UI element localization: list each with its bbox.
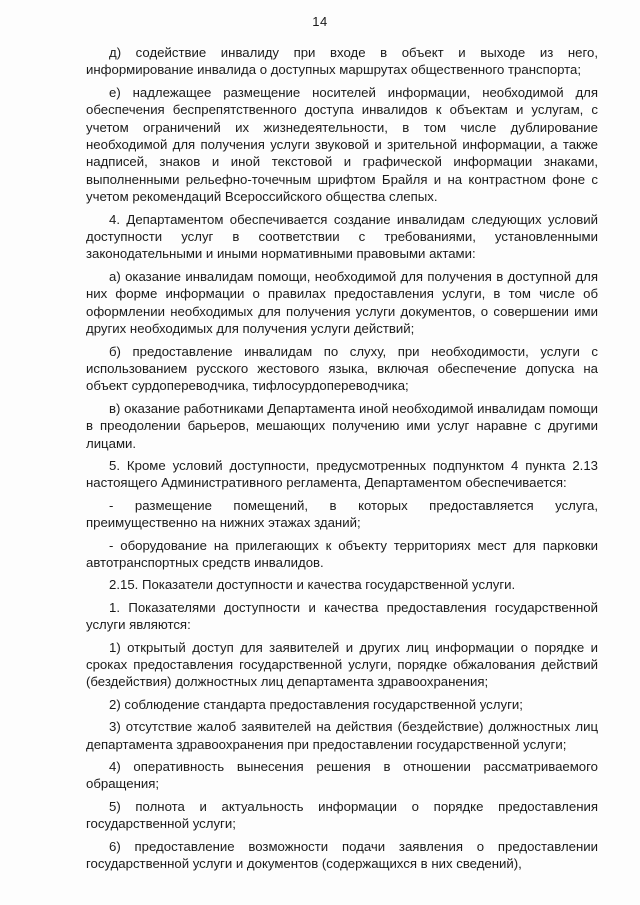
page-number: 14 — [312, 14, 328, 29]
indicator-1: 1) открытый доступ для заявителей и других лиц информации о порядке и сроках предоставления государственной услуги, порядке обжалования действий (бездействия) должностных лиц департамента здравоохранения; — [86, 639, 598, 690]
indicator-4: 4) оперативность вынесения решения в отношении рассматриваемого обращения; — [86, 759, 598, 792]
section-heading-2-15: 2.15. Показатели доступности и качества государственной услуги. — [109, 577, 516, 593]
indicator-2: 2) соблюдение стандарта предоставления государственной услуги; — [109, 696, 523, 712]
indicator-6: 6) предоставление возможности подачи заявления о предоставлении государственной услуги и документов (содержащихся в них сведений), — [86, 838, 598, 872]
paragraph-e: е) надлежащее размещение носителей информации, необходимой для обеспечения беспрепятственного доступа инвалидов к объектам и услугам, с учетом ограничений их жизнедеятельности, в том числе дублирование необходимой для получения услуги звуковой и зрительной информации, а также надписей, знаков и иной текстовой и графической информации знаками, выполненными рельефно-точечным шрифтом Брайля и на контрастном фоне с учетом рекомендаций Всероссийского общества слепых. — [86, 84, 598, 205]
indicator-5: 5) полнота и актуальность информации о порядке предоставления государственной услуги; — [86, 798, 598, 832]
document-body — [86, 44, 598, 877]
paragraph-indicators: 1. Показателями доступности и качества предоставления государственной услуги являются: — [86, 599, 598, 633]
list-item-premises: - размещение помещений, в которых предоставляется услуга, преимущественно на нижних этажах зданий; — [86, 497, 598, 531]
paragraph-b: б) предоставление инвалидам по слуху, при необходимости, услуги с использованием русского жестового языка, включая обеспечение допуска на объект сурдопереводчика, тифлосурдопереводчика; — [86, 343, 598, 394]
paragraph-5: 5. Кроме условий доступности, предусмотренных подпунктом 4 пункта 2.13 настоящего Административного регламента, Департаментом обеспечивается: — [86, 457, 598, 491]
paragraph-4: 4. Департаментом обеспечивается создание инвалидам следующих условий доступности услуг в соответствии с требованиями, установленными законодательными и иными нормативными правовыми актами: — [86, 211, 598, 262]
paragraph-v: в) оказание работниками Департамента иной необходимой инвалидам помощи в преодолении барьеров, мешающих получению ими услуг наравне с другими лицами. — [86, 400, 598, 451]
indicator-3: 3) отсутствие жалоб заявителей на действия (бездействие) должностных лиц департамента здравоохранения при предоставлении государственной услуги; — [86, 719, 598, 752]
list-item-parking: - оборудование на прилегающих к объекту территориях мест для парковки автотранспортных средств инвалидов. — [86, 537, 598, 570]
paragraph-d: д) содействие инвалиду при входе в объект и выходе из него, информирование инвалида о доступных маршрутах общественного транспорта; — [86, 45, 598, 78]
paragraph-a: а) оказание инвалидам помощи, необходимой для получения в доступной для них форме информации о правилах предоставления услуги, в том числе об оформлении необходимых для получения услуги документов, о совершении ими других необходимых для получения услуги действий; — [86, 268, 598, 337]
